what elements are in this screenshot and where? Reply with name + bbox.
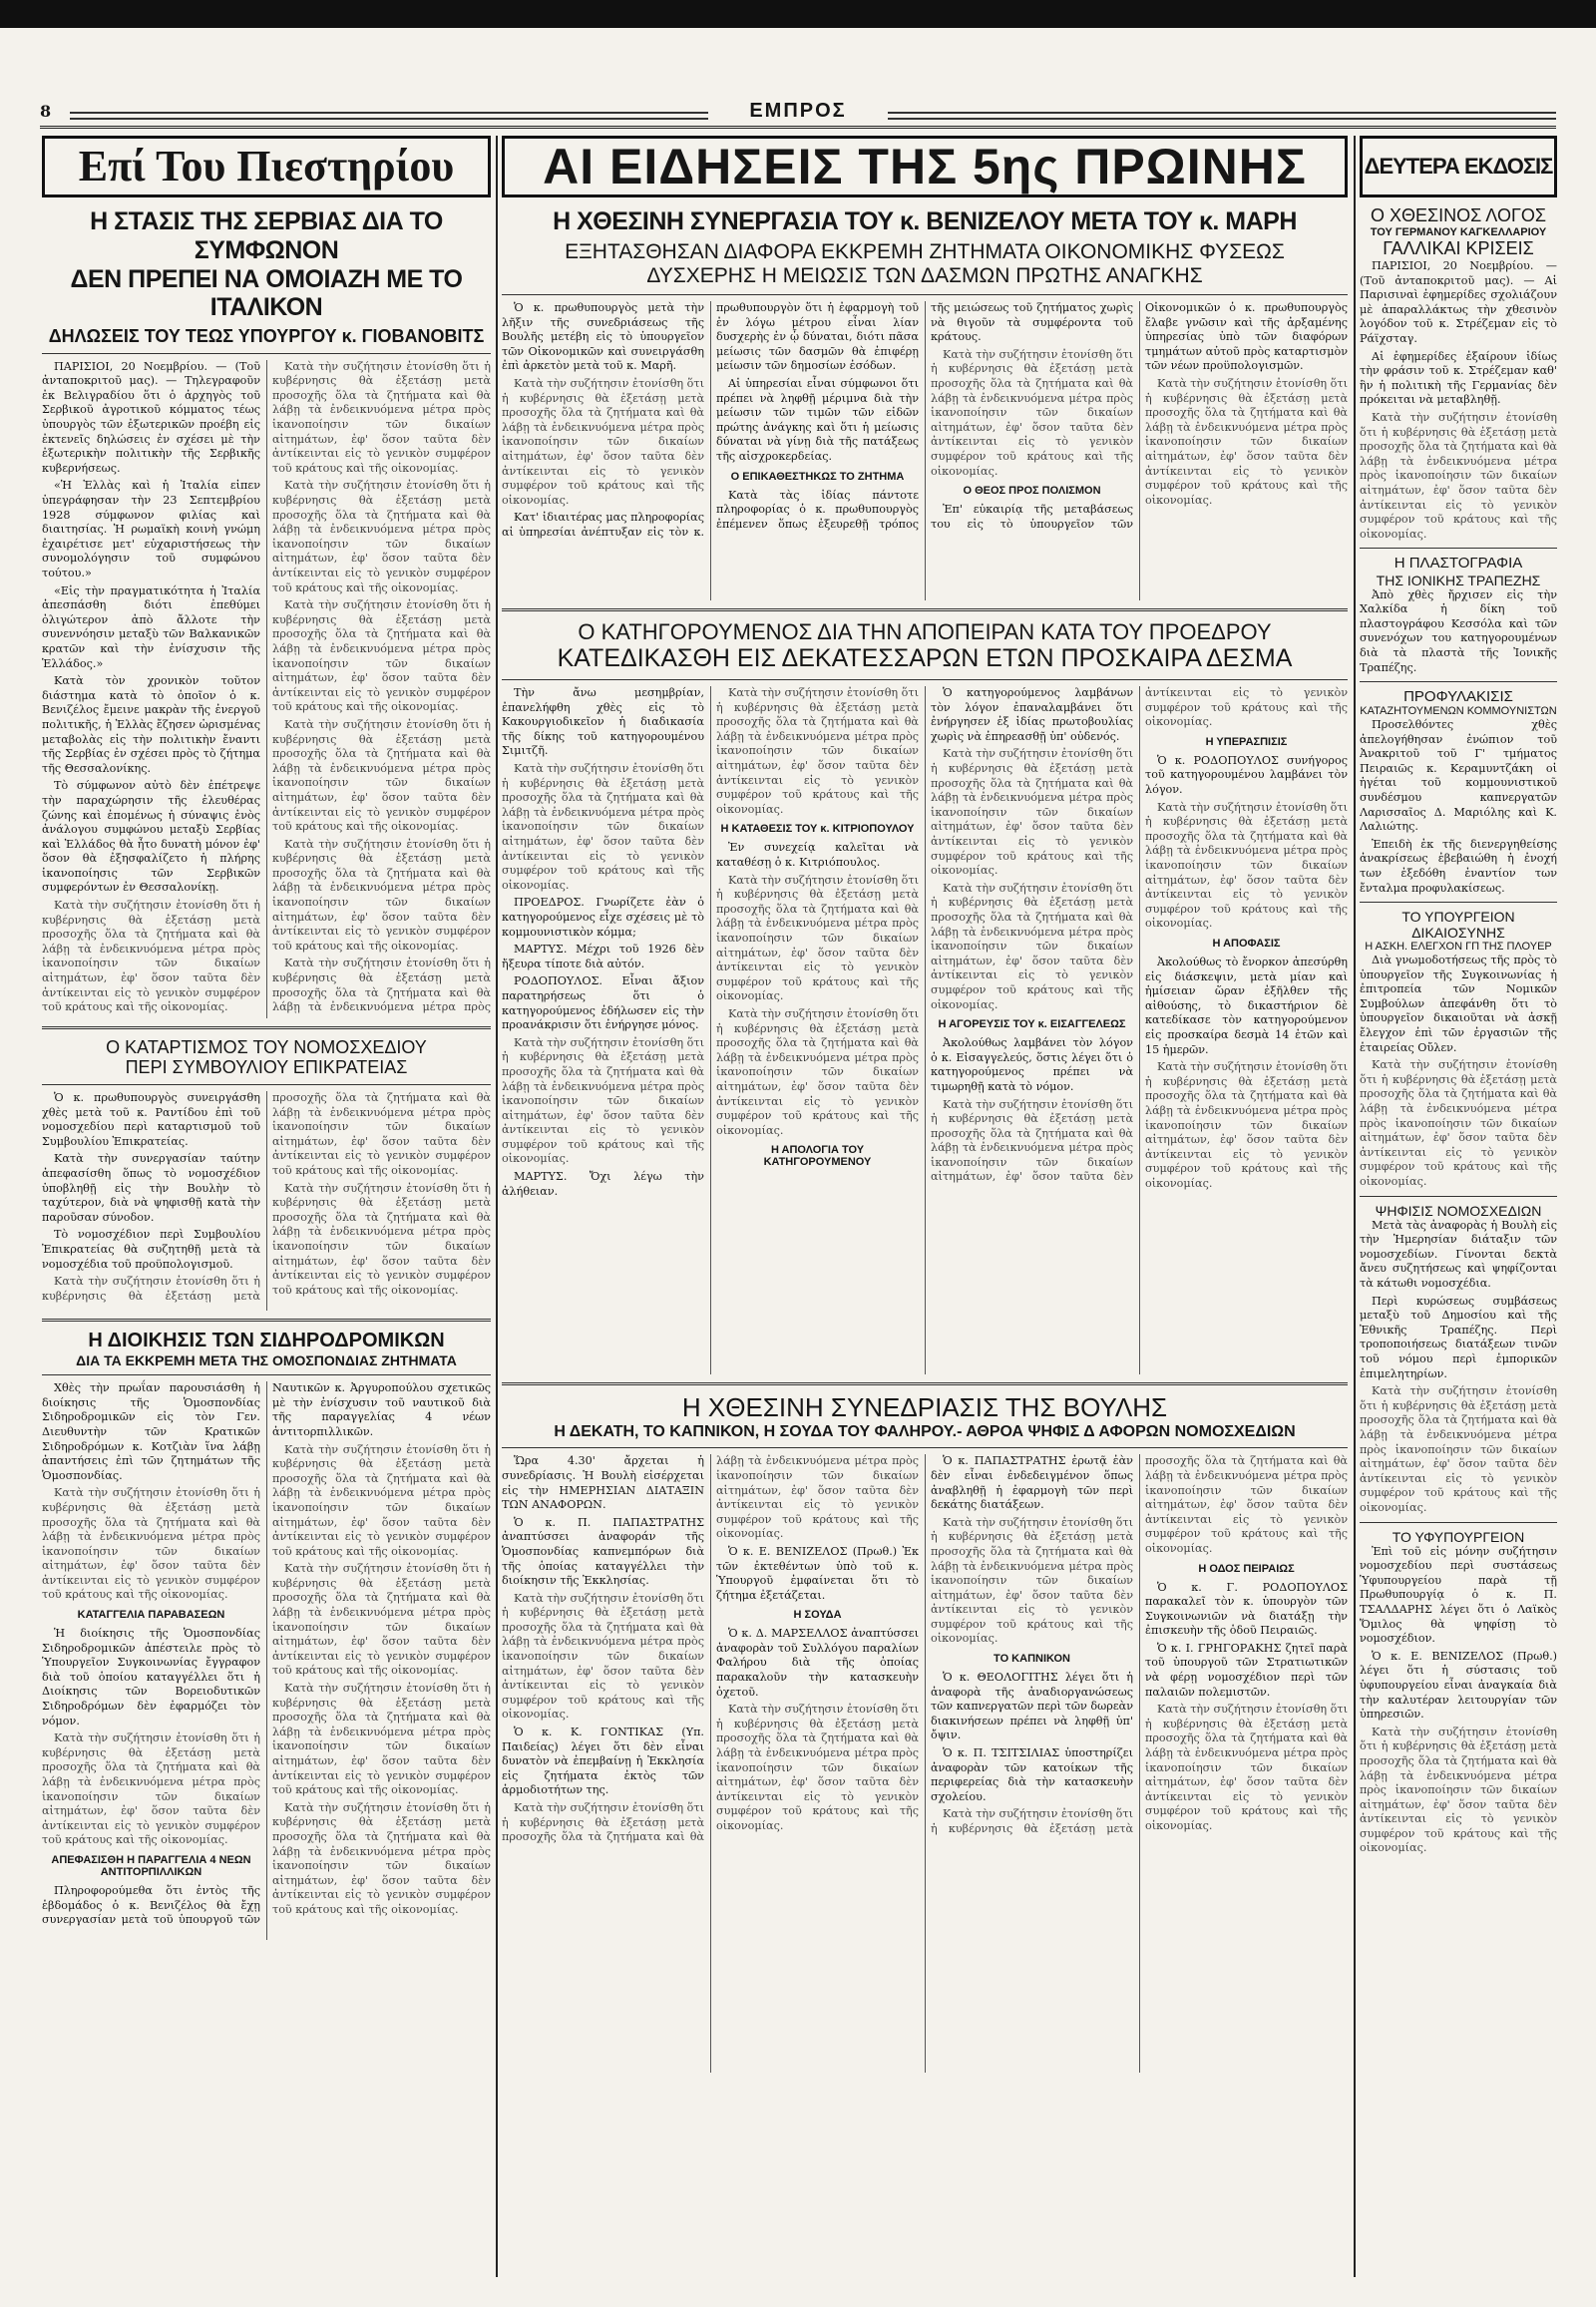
paragraph: Τὸ νομοσχέδιον περὶ Συμβουλίου Ἐπικρατείας θὰ συζητηθῇ μετὰ τὰ νομοσχέδια τοῦ προϋπολογισμοῦ. bbox=[42, 1228, 260, 1271]
section-heading: Η ΚΑΤΑΘΕΣΙΣ ΤΟΥ κ. ΚΙΤΡΙΟΠΟΥΛΟΥ bbox=[720, 823, 915, 836]
paragraph: Ὁ κ. πρωθυπουργὸς μετὰ τὴν λῆξιν τῆς συνεδριάσεως τῆς Βουλῆς μετέβη εἰς τὸ ὑπουργεῖον τῶν Οἰκονομικῶν καὶ συνειργάσθη ἐπὶ ἀρκετὸν μετὰ τοῦ κ. Μαρῆ. bbox=[502, 301, 704, 373]
headline-undersecretariat: ΤΟ ΥΦΥΠΟΥΡΓΕΙΟΝ bbox=[1392, 1528, 1525, 1545]
paragraph: Ὁ κ. Γ. ΡΟΔΟΠΟΥΛΟΣ παρακαλεῖ τὸν κ. ὑπουργὸν τῶν Συγκοινωνιῶν νὰ διατάξῃ τὴν ἐπισκευὴν τῆς ὁδοῦ Πειραιῶς. bbox=[1145, 1580, 1348, 1638]
section-heading: Η ΑΓΟΡΕΥΣΙΣ ΤΟΥ κ. ΕΙΣΑΓΓΕΛΕΩΣ bbox=[938, 1018, 1126, 1031]
paragraph: Πληροφορούμεθα ὅτι ἐντὸς τῆς ἑβδομάδος ὁ κ. Βενιζέλος θὰ ἔχῃ συνεργασίαν μετὰ τοῦ ὑπουργοῦ τῶν Ναυτικῶν κ. Ἀργυροπούλου σχετικῶς μὲ τὴν ἐνίσχυσιν τοῦ ναυτικοῦ διὰ τῆς παραγγελίας 4 νέων ἀντιτορπιλλικῶν. bbox=[42, 1381, 491, 1927]
article-venizelos-maris-body bbox=[502, 301, 1348, 600]
subheadline-chancellor: ΤΟΥ ΓΕΡΜΑΝΟΥ ΚΑΓΚΕΛΛΑΡΙΟΥ bbox=[1370, 225, 1547, 238]
paragraph: Κατὰ τὴν συζήτησιν ἐτονίσθη ὅτι ἡ κυβέρνησις θὰ ἐξετάσῃ μετὰ προσοχῆς ὅλα τὰ ζητήματα καὶ θὰ λάβῃ τὰ ἐνδεικνυόμενα μέτρα πρὸς ἱκανοποίησιν τῶν δικαίων αἰτημάτων, ἐφ' ὅσον ταῦτα δὲν ἀντίκεινται εἰς τὸ γενικὸν συμφέρον τοῦ κράτους καὶ τῆς οἰκονομίας. bbox=[931, 347, 1133, 478]
section-heading: ΚΑΤΑΓΓΕΛΙΑ ΠΑΡΑΒΑΣΕΩΝ bbox=[77, 1609, 225, 1622]
paragraph: Ἀπὸ χθὲς ἤρχισεν εἰς τὴν Χαλκίδα ἡ δίκη τοῦ πλαστογράφου Κεσσόλα καὶ τῶν συνενόχων του κατηγορουμένων διὰ τὰ πλαστὰ τῆς Ἰονικῆς Τραπέζης. bbox=[1360, 587, 1557, 674]
headline-state-council-2: ΠΕΡΙ ΣΥΜΒΟΥΛΙΟΥ ΕΠΙΚΡΑΤΕΙΑΣ bbox=[125, 1057, 408, 1078]
paragraph: Ἀκολούθως λαμβάνει τὸν λόγον ὁ κ. Εἰσαγγελεύς, ὅστις λέγει ὅτι ὁ κατηγορούμενος πρέπει νὰ τιμωρηθῇ κατὰ τὸ νόμον. bbox=[931, 1036, 1133, 1093]
page-number: 8 bbox=[40, 102, 52, 121]
paragraph: Κατὰ τὴν συζήτησιν ἐτονίσθη ὅτι ἡ κυβέρνησις θὰ ἐξετάσῃ μετὰ προσοχῆς ὅλα τὰ ζητήματα καὶ θὰ λάβῃ τὰ ἐνδεικνυόμενα μέτρα πρὸς ἱκανοποίησιν τῶν δικαίων αἰτημάτων, ἐφ' ὅσον ταῦτα δὲν ἀντίκεινται εἰς τὸ γενικὸν συμφέρον τοῦ κράτους καὶ τῆς οἰκονομίας. bbox=[1145, 1060, 1348, 1190]
headline-bills: ΨΗΦΙΣΙΣ ΝΟΜΟΣΧΕΔΙΩΝ bbox=[1375, 1202, 1542, 1219]
headline-venizelos-maris: Η ΧΘΕΣΙΝΗ ΣΥΝΕΡΓΑΣΙΑ ΤΟΥ κ. ΒΕΝΙΖΕΛΟΥ ΜΕΤΑ ΤΟΥ κ. ΜΑΡΗ bbox=[553, 207, 1297, 235]
section-heading: Η ΣΟΥΔΑ bbox=[793, 1609, 842, 1622]
headline-serbia-2: ΔΕΝ ΠΡΕΠΕΙ ΝΑ ΟΜΟΙΑΖΗ ΜΕ ΤΟ ΙΤΑΛΙΚΟΝ bbox=[70, 264, 463, 322]
masthead bbox=[40, 100, 1556, 129]
headline-state-council: Ο ΚΑΤΑΡΤΙΣΜΟΣ ΤΟΥ ΝΟΜΟΣΧΕΔΙΟΥ bbox=[106, 1036, 427, 1057]
paragraph: Κατὰ τὴν συζήτησιν ἐτονίσθη ὅτι ἡ κυβέρνησις θὰ ἐξετάσῃ μετὰ προσοχῆς ὅλα τὰ ζητήματα καὶ θὰ λάβῃ τὰ ἐνδεικνυόμενα μέτρα πρὸς ἱκανοποίησιν τῶν δικαίων αἰτημάτων, ἐφ' ὅσον ταῦτα δὲν ἀντίκεινται εἰς τὸ γενικὸν συμφέρον τοῦ κράτους καὶ τῆς οἰκονομίας. bbox=[1145, 377, 1348, 507]
paragraph: Ὥρα 4.30' ἄρχεται ἡ συνεδρίασις. Ἡ Βουλὴ εἰσέρχεται εἰς τὴν ΗΜΕΡΗΣΙΑΝ ΔΙΑΤΑΞΙΝ ΤΩΝ ΑΝΑΦΟΡΩΝ. bbox=[502, 1454, 704, 1512]
paragraph: Κατὰ τὴν συνεργασίαν ταύτην ἀπεφασίσθη ὅπως τὸ νομοσχέδιον ὑποβληθῇ εἰς τὴν Βουλὴν τὸ ταχύτερον, διὰ νὰ ψηφισθῇ κατὰ τὴν παροῦσαν σύνοδον. bbox=[42, 1152, 260, 1224]
subheadline-communists: ΚΑΤΑΖΗΤΟΥΜΕΝΩΝ ΚΟΜΜΟΥΝΙΣΤΩΝ bbox=[1360, 705, 1557, 718]
paragraph: Κατὰ τὴν συζήτησιν ἐτονίσθη ὅτι ἡ κυβέρνησις θὰ ἐξετάσῃ μετὰ προσοχῆς ὅλα τὰ ζητήματα καὶ θὰ λάβῃ τὰ ἐνδεικνυόμενα μέτρα πρὸς ἱκανοποίησιν τῶν δικαίων αἰτημάτων, ἐφ' ὅσον ταῦτα δὲν ἀντίκεινται εἰς τὸ γενικὸν συμφέρον τοῦ κράτους καὶ τῆς οἰκονομίας. bbox=[716, 686, 919, 816]
article-trial-body bbox=[502, 686, 1348, 1374]
subheadline-serbia: ΔΗΛΩΣΕΙΣ ΤΟΥ ΤΕΩΣ ΥΠΟΥΡΓΟΥ κ. ΓΙΟΒΑΝΟΒΙΤΣ bbox=[48, 326, 485, 346]
ornament-right bbox=[888, 112, 1556, 120]
paragraph: Κατὰ τὴν συζήτησιν ἐτονίσθη ὅτι ἡ κυβέρνησις θὰ ἐξετάσῃ μετὰ προσοχῆς ὅλα τὰ ζητήματα καὶ θὰ λάβῃ τὰ ἐνδεικνυόμενα μέτρα πρὸς ἱκανοποίησιν τῶν δικαίων αἰτημάτων, ἐφ' ὅσον ταῦτα δὲν ἀντίκεινται εἰς τὸ γενικὸν συμφέρον τοῦ κράτους καὶ τῆς οἰκονομίας. bbox=[1360, 1058, 1557, 1188]
paragraph: Κατὰ τὴν συζήτησιν ἐτονίσθη ὅτι ἡ κυβέρνησις θὰ ἐξετάσῃ μετὰ προσοχῆς ὅλα τὰ ζητήματα καὶ θὰ λάβῃ τὰ ἐνδεικνυόμενα μέτρα πρὸς ἱκανοποίησιν τῶν δικαίων αἰτημάτων, ἐφ' ὅσον ταῦτα δὲν ἀντίκεινται εἰς τὸ γενικὸν συμφέρον τοῦ κράτους καὶ τῆς οἰκονομίας. bbox=[272, 1442, 491, 1558]
paragraph: Ὁ κ. Π. ΠΑΠΑΣΤΡΑΤΗΣ ἀναπτύσσει ἀναφοράν τῆς Ὁμοσπονδίας καπνεμπόρων διὰ τῆς ὁποίας καταγγέλλει τὴν διοίκησιν τῆς Ἐκκλησίας. bbox=[502, 1515, 704, 1588]
paragraph: Ὁ κ. πρωθυπουργὸς συνειργάσθη χθὲς μετὰ τοῦ κ. Ραντίδου ἐπὶ τοῦ νομοσχεδίου περὶ καταρτισμοῦ τοῦ Συμβουλίου Ἐπικρατείας. bbox=[42, 1091, 260, 1148]
article-state-council-body bbox=[42, 1091, 491, 1311]
paragraph: Κατὰ τὴν συζήτησιν ἐτονίσθη ὅτι ἡ κυβέρνησις θὰ ἐξετάσῃ μετὰ προσοχῆς ὅλα τὰ ζητήματα καὶ θὰ λάβῃ τὰ ἐνδεικνυόμενα μέτρα πρὸς ἱκανοποίησιν τῶν δικαίων αἰτημάτων, ἐφ' ὅσον ταῦτα δὲν ἀντίκεινται εἰς τὸ γενικὸν συμφέρον τοῦ κράτους καὶ τῆς οἰκονομίας. bbox=[716, 873, 919, 1003]
paragraph: Μετὰ τὰς ἀναφορὰς ἡ Βουλὴ εἰς τὴν Ἡμερησίαν διάταξιν τῶν νομοσχεδίων. Γίνονται δεκτὰ ἄνευ συζητήσεως καὶ ψηφίζονται τὰ κάτωθι νομοσχέδια. bbox=[1360, 1218, 1557, 1291]
paragraph: Ὁ κ. Δ. ΜΑΡΣΕΛΛΟΣ ἀναπτύσσει ἀναφορὰν τοῦ Συλλόγου παραλίων Φαλήρου διὰ τῆς ὁποίας παρακαλοῦν τὴν κατασκευὴν ὀχετοῦ. bbox=[716, 1627, 919, 1699]
paragraph: ΠΑΡΙΣΙΟΙ, 20 Νοεμβρίου. — (Τοῦ ἀνταποκριτοῦ μας). — Τηλεγραφοῦν ἐκ Βελιγραδίου ὅτι ὁ ἀρχηγὸς τοῦ Σερβικοῦ ἀγροτικοῦ κόμματος τέως ὑπουργὸς τῶν ἐξωτερικῶν προέβη εἰς ἐκτενεῖς δηλώσεις ἐν σχέσει μὲ τὴν ἐξωτερικὴν πολιτικὴν τῆς Σερβικῆς κυβερνήσεως. bbox=[42, 359, 260, 475]
paragraph: Κατὰ τὴν συζήτησιν ἐτονίσθη ὅτι ἡ κυβέρνησις θὰ ἐξετάσῃ μετὰ προσοχῆς ὅλα τὰ ζητήματα καὶ θὰ λάβῃ τὰ ἐνδεικνυόμενα μέτρα πρὸς ἱκανοποίησιν τῶν δικαίων αἰτημάτων, ἐφ' ὅσον ταῦτα δὲν ἀντίκεινται εἰς τὸ γενικὸν συμφέρον τοῦ κράτους καὶ τῆς οἰκονομίας. bbox=[272, 837, 491, 953]
paragraph: Κατὰ τὴν συζήτησιν ἐτονίσθη ὅτι ἡ κυβέρνησις θὰ ἐξετάσῃ μετὰ προσοχῆς ὅλα τὰ ζητήματα καὶ θὰ λάβῃ τὰ ἐνδεικνυόμενα μέτρα πρὸς ἱκανοποίησιν τῶν δικαίων αἰτημάτων, ἐφ' ὅσον ταῦτα δὲν ἀντίκεινται εἰς τὸ γενικὸν συμφέρον τοῦ κράτους καὶ τῆς οἰκονομίας. bbox=[502, 1454, 919, 1844]
paragraph: Κατὰ τὴν συζήτησιν ἐτονίσθη ὅτι ἡ κυβέρνησις θὰ ἐξετάσῃ μετὰ προσοχῆς ὅλα τὰ ζητήματα καὶ θὰ λάβῃ τὰ ἐνδεικνυόμενα μέτρα πρὸς ἱκανοποίησιν τῶν δικαίων αἰτημάτων, ἐφ' ὅσον ταῦτα δὲν ἀντίκεινται εἰς τὸ γενικὸν συμφέρον τοῦ κράτους καὶ τῆς οἰκονομίας. bbox=[1360, 1384, 1557, 1514]
paragraph: Αἱ ἐφημερίδες ἐξαίρουν ἰδίως τὴν φράσιν τοῦ κ. Στρέζεμαν καθ' ἣν ἡ πολιτικὴ τῆς Γερμανίας δὲν πρόκειται νὰ μεταβληθῇ. bbox=[1360, 349, 1557, 407]
paragraph: Προσελθόντες χθὲς ἀπελογήθησαν ἐνώπιον τοῦ Ἀνακριτοῦ τοῦ Γ' τμήματος Πειραιῶς κ. Κεραμυντζάκη οἱ ἡγέται τοῦ κομμουνιστικοῦ συνδέσμου καπνεργατῶν Λαρισσαῖος Δ. Μαριόλης καὶ Κ. Λαλιώτης. bbox=[1360, 718, 1557, 834]
banner-epi-tou-piestiriou: Επί Του Πιεστηρίου bbox=[42, 136, 491, 197]
paragraph: Κατὰ τὴν συζήτησιν ἐτονίσθη ὅτι ἡ κυβέρνησις θὰ ἐξετάσῃ μετὰ προσοχῆς ὅλα τὰ ζητήματα καὶ θὰ λάβῃ τὰ ἐνδεικνυόμενα μέτρα πρὸς ἱκανοποίησιν τῶν δικαίων αἰτημάτων, ἐφ' ὅσον ταῦτα δὲν ἀντίκεινται εἰς τὸ γενικὸν συμφέρον τοῦ κράτους καὶ τῆς οἰκονομίας. bbox=[272, 1682, 491, 1797]
section-heading: Η ΑΠΟΛΟΓΙΑ ΤΟΥ ΚΑΤΗΓΟΡΟΥΜΕΝΟΥ bbox=[763, 1144, 872, 1169]
article-state-council bbox=[42, 1037, 491, 1311]
paragraph: Κατὰ τὰς ἰδίας πάντοτε πληροφορίας ὁ κ. πρωθυπουργὸς ἐπέμενεν ὅπως ἐξευρεθῇ τρόπος τῆς μειώσεως τοῦ ζητήματος χωρὶς νὰ θιγοῦν τὰ συμφέροντα τοῦ κράτους. bbox=[716, 301, 1133, 531]
paragraph: Ὁ κ. ΘΕΟΛΟΓΙΤΗΣ λέγει ὅτι ἡ ἀναφορὰ τῆς ἀναδιοργανώσεως τῶν καπνεργατῶν περὶ τῶν δωρεὰν διακινήσεων πρέπει νὰ ληφθῇ ὑπ' ὄψιν. bbox=[931, 1671, 1133, 1742]
subheadline-parliament: Η ΔΕΚΑΤΗ, ΤΟ ΚΑΠΝΙΚΟΝ, Η ΣΟΥΔΑ ΤΟΥ ΦΑΛΗΡΟΥ.- ΑΘΡΟΑ ΨΗΦΙΣ Δ ΑΦΟΡΩΝ ΝΟΜΟΣΧΕΔΙΩΝ bbox=[554, 1422, 1296, 1440]
paragraph: Κατ' ἰδιαιτέρας μας πληροφορίας αἱ ὑπηρεσίαι ἀνέπτυξαν εἰς τὸν κ. πρωθυπουργὸν ὅτι ἡ ἐφαρμογὴ τοῦ ἐν λόγω μέτρου εἶναι λίαν δυσχερὴς ἐν ᾧ δύναται, διότι πᾶσα μείωσις τῶν δασμῶν θὰ ἐπιφέρῃ μείωσιν τῶν δημοσίων ἐσόδων. bbox=[502, 301, 919, 539]
paragraph: Κατὰ τὴν συζήτησιν ἐτονίσθη ὅτι ἡ κυβέρνησις θὰ ἐξετάσῃ μετὰ προσοχῆς ὅλα τὰ ζητήματα καὶ θὰ λάβῃ τὰ ἐνδεικνυόμενα μέτρα πρὸς ἱκανοποίησιν τῶν δικαίων αἰτημάτων, ἐφ' ὅσον ταῦτα δὲν ἀντίκεινται εἰς τὸ γενικὸν συμφέρον τοῦ κράτους καὶ τῆς οἰκονομίας. bbox=[42, 1091, 491, 1303]
section-heading: Η ΥΠΕΡΑΣΠΙΣΙΣ bbox=[1205, 735, 1288, 748]
section-heading: ΤΟ ΚΑΠΝΙΚΟΝ bbox=[994, 1653, 1070, 1666]
article-serbia bbox=[42, 207, 491, 1018]
paragraph: Κατὰ τὴν συζήτησιν ἐτονίσθη ὅτι ἡ κυβέρνησις θὰ ἐξετάσῃ μετὰ προσοχῆς ὅλα τὰ ζητήματα καὶ θὰ λάβῃ τὰ ἐνδεικνυόμενα μέτρα πρὸς ἱκανοποίησιν τῶν δικαίων αἰτημάτων, ἐφ' ὅσον ταῦτα δὲν ἀντίκεινται εἰς τὸ γενικὸν συμφέρον τοῦ κράτους καὶ τῆς οἰκονομίας. bbox=[931, 747, 1133, 878]
paragraph: Ὁ κ. Ι. ΓΡΗΓΟΡΑΚΗΣ ζητεῖ παρὰ τοῦ ὑπουργοῦ τῶν Στρατιωτικῶν νὰ φέρῃ νομοσχέδιον περὶ τῶν παλαιῶν πολεμιστῶν. bbox=[1145, 1641, 1348, 1699]
left-column bbox=[42, 136, 491, 2280]
paragraph: Ὁ κ. ΠΑΠΑΣΤΡΑΤΗΣ ἐρωτᾷ ἐὰν δὲν εἶναι ἐνδεδειγμένον ὅπως ἀναβληθῇ ἡ ἐφαρμογὴ τῶν περὶ δεκάτης διατάξεων. bbox=[931, 1454, 1133, 1512]
article-serbia-body bbox=[42, 360, 491, 1018]
paragraph: Κατὰ τὴν συζήτησιν ἐτονίσθη ὅτι ἡ κυβέρνησις θὰ ἐξετάσῃ μετὰ προσοχῆς ὅλα τὰ ζητήματα καὶ θὰ λάβῃ τὰ ἐνδεικνυόμενα μέτρα πρὸς ἱκανοποίησιν τῶν δικαίων αἰτημάτων, ἐφ' ὅσον ταῦτα δὲν ἀντίκεινται εἰς τὸ γενικὸν συμφέρον τοῦ κράτους καὶ τῆς οἰκονομίας. bbox=[502, 762, 704, 892]
paragraph: Κατὰ τὴν συζήτησιν ἐτονίσθη ὅτι ἡ κυβέρνησις θὰ ἐξετάσῃ μετὰ προσοχῆς ὅλα τὰ ζητήματα καὶ θὰ λάβῃ τὰ ἐνδεικνυόμενα μέτρα πρὸς ἱκανοποίησιν τῶν δικαίων αἰτημάτων, ἐφ' ὅσον ταῦτα δὲν ἀντίκεινται εἰς τὸ γενικὸν συμφέρον τοῦ κράτους καὶ τῆς οἰκονομίας. bbox=[716, 1006, 919, 1137]
article-railways bbox=[42, 1330, 491, 1940]
paragraph: Κατὰ τὴν συζήτησιν ἐτονίσθη ὅτι ἡ κυβέρνησις θὰ ἐξετάσῃ μετὰ προσοχῆς ὅλα τὰ ζητήματα καὶ θὰ λάβῃ τὰ ἐνδεικνυόμενα μέτρα πρὸς ἱκανοποίησιν τῶν δικαίων αἰτημάτων, ἐφ' ὅσον ταῦτα δὲν ἀντίκεινται εἰς τὸ γενικὸν συμφέρον τοῦ κράτους καὶ τῆς οἰκονομίας. bbox=[716, 1703, 919, 1833]
subheadline-french: ΓΑΛΛΙΚΑΙ ΚΡΙΣΕΙΣ bbox=[1383, 238, 1534, 259]
headline-trial-2: ΚΑΤΕΔΙΚΑΣΘΗ ΕΙΣ ΔΕΚΑΤΕΣΣΑΡΩΝ ΕΤΩΝ ΠΡΟΣΚΑΙΡΑ ΔΕΣΜΑ bbox=[557, 644, 1293, 673]
paragraph: Κατὰ τὴν συζήτησιν ἐτονίσθη ὅτι ἡ κυβέρνησις θὰ ἐξετάσῃ μετὰ προσοχῆς ὅλα τὰ ζητήματα καὶ θὰ λάβῃ τὰ ἐνδεικνυόμενα μέτρα πρὸς ἱκανοποίησιν τῶν δικαίων αἰτημάτων, ἐφ' ὅσον ταῦτα δὲν ἀντίκεινται εἰς τὸ γενικὸν συμφέρον τοῦ κράτους καὶ τῆς οἰκονομίας. bbox=[931, 1515, 1133, 1646]
paragraph: Κατὰ τὴν συζήτησιν ἐτονίσθη ὅτι ἡ κυβέρνησις θὰ ἐξετάσῃ μετὰ προσοχῆς ὅλα τὰ ζητήματα καὶ θὰ λάβῃ τὰ ἐνδεικνυόμενα μέτρα πρὸς ἱκανοποίησιν τῶν δικαίων αἰτημάτων, ἐφ' ὅσον ταῦτα δὲν ἀντίκεινται εἰς τὸ γενικὸν συμφέρον τοῦ κράτους καὶ τῆς οἰκονομίας. bbox=[931, 1454, 1348, 1836]
right-column bbox=[1360, 136, 1557, 2280]
paragraph: «Ἡ Ἑλλὰς καὶ ἡ Ἰταλία εἰπεν ὑπεγράφησαν τὴν 23 Σεπτεμβρίου 1928 σύμφωνον φιλίας καὶ διαιτησίας. Ἡ ρωμαϊκὴ κοινὴ γνώμη ἐχαιρέτισε μετ' εὐχαριστήσεως τὴν συνομολόγησιν τοῦ συμφώνου τούτου.» bbox=[42, 479, 260, 579]
headline-justice-ministry: ΤΟ ΥΠΟΥΡΓΕΙΟΝ ΔΙΚΑΙΟΣΥΝΗΣ bbox=[1401, 909, 1515, 942]
paragraph: Περὶ κυρώσεως συμβάσεως μεταξὺ τοῦ Δημοσίου καὶ τῆς Ἐθνικῆς Τραπέζης. Περὶ τροποποιήσεως διατάξεων τινῶν τοῦ νόμου περὶ ἐμπορικῶν ἐπιμελητηρίων. bbox=[1360, 1294, 1557, 1380]
paragraph: Κατὰ τὸν χρονικὸν τοῦτον διάστημα κατὰ τὸ ὁποῖον ὁ κ. Βενιζέλος ἔμεινε μακρὰν τῆς ἐνεργοῦ πολιτικῆς, ἡ Ἑλλὰς ἔζησεν ὡρισμένας μεταβολὰς εἰς τὴν πολιτικὴν ἔναντι τῆς Σερβίας ἐν σχέσει πρὸς τὸ ζήτημα τῆς Θεσσαλονίκης. bbox=[42, 674, 260, 775]
subheadline-ulen: Η ΑΣΚΗ. ΕΛΕΓΧΟΝ ΓΠ ΤΗΣ ΠΛΟΥΕΡ bbox=[1365, 941, 1552, 954]
column-divider-left bbox=[496, 136, 498, 2277]
paragraph: Κατὰ τὴν συζήτησιν ἐτονίσθη ὅτι ἡ κυβέρνησις θὰ ἐξετάσῃ μετὰ προσοχῆς ὅλα τὰ ζητήματα καὶ θὰ λάβῃ τὰ ἐνδεικνυόμενα μέτρα πρὸς ἱκανοποίησιν τῶν δικαίων αἰτημάτων, ἐφ' ὅσον ταῦτα δὲν ἀντίκεινται εἰς τὸ γενικὸν συμφέρον τοῦ κράτους καὶ τῆς οἰκονομίας. bbox=[42, 1731, 260, 1847]
paragraph: Κατὰ τὴν συζήτησιν ἐτονίσθη ὅτι ἡ κυβέρνησις θὰ ἐξετάσῃ μετὰ προσοχῆς ὅλα τὰ ζητήματα καὶ θὰ λάβῃ τὰ ἐνδεικνυόμενα μέτρα πρὸς ἱκανοποίησιν τῶν δικαίων αἰτημάτων, ἐφ' ὅσον ταῦτα δὲν ἀντίκεινται εἰς τὸ γενικὸν συμφέρον τοῦ κράτους καὶ τῆς οἰκονομίας. bbox=[42, 899, 260, 1014]
headline-arrests: ΠΡΟΦΥΛΑΚΙΣΙΣ bbox=[1403, 688, 1513, 706]
column-divider-right bbox=[1354, 136, 1356, 2277]
paragraph: Ὁ κ. Ε. ΒΕΝΙΖΕΛΟΣ (Πρωθ.) λέγει ὅτι ἡ σύστασις τοῦ ὑφυπουργείου εἶναι ἀναγκαία διὰ τὴν καλυτέραν λειτουργίαν τῶν ὑπηρεσιῶν. bbox=[1360, 1649, 1557, 1722]
paragraph: Κατὰ τὴν συζήτησιν ἐτονίσθη ὅτι ἡ κυβέρνησις θὰ ἐξετάσῃ μετὰ προσοχῆς ὅλα τὰ ζητήματα καὶ θὰ λάβῃ τὰ ἐνδεικνυόμενα μέτρα πρὸς ἱκανοποίησιν τῶν δικαίων αἰτημάτων, ἐφ' ὅσον ταῦτα δὲν ἀντίκεινται εἰς τὸ γενικὸν συμφέρον τοῦ κράτους καὶ τῆς οἰκονομίας. bbox=[272, 1562, 491, 1678]
article-justice-ministry bbox=[1360, 909, 1557, 1189]
paragraph: Κατὰ τὴν συζήτησιν ἐτονίσθη ὅτι ἡ κυβέρνησις θὰ ἐξετάσῃ μετὰ προσοχῆς ὅλα τὰ ζητήματα καὶ θὰ λάβῃ τὰ ἐνδεικνυόμενα μέτρα πρὸς ἱκανοποίησιν τῶν δικαίων αἰτημάτων, ἐφ' ὅσον ταῦτα δὲν ἀντίκεινται εἰς τὸ γενικὸν συμφέρον τοῦ κράτους καὶ τῆς οἰκονομίας. bbox=[502, 1591, 704, 1722]
paragraph: Κατὰ τὴν συζήτησιν ἐτονίσθη ὅτι ἡ κυβέρνησις θὰ ἐξετάσῃ μετὰ προσοχῆς ὅλα τὰ ζητήματα καὶ θὰ λάβῃ τὰ ἐνδεικνυόμενα μέτρα πρὸς ἱκανοποίησιν τῶν δικαίων αἰτημάτων, ἐφ' ὅσον ταῦτα δὲν ἀντίκεινται εἰς τὸ γενικὸν συμφέρον τοῦ κράτους καὶ τῆς οἰκονομίας. bbox=[272, 1800, 491, 1916]
paragraph: ΠΑΡΙΣΙΟΙ, 20 Νοεμβρίου. — (Τοῦ ἀνταποκριτοῦ μας). — Αἱ Παρισιναὶ ἐφημερίδες σχολιάζουν μὲ ἀπαραλλάκτως τὴν χθεσινὸν λογόδον τοῦ κ. Στρέζεμαν εἰς τὸ Ράϊχσταγ. bbox=[1360, 259, 1557, 345]
headline-speech: Ο ΧΘΕΣΙΝΟΣ ΛΟΓΟΣ bbox=[1371, 205, 1546, 225]
paragraph: «Εἰς τὴν πραγματικότητα ἡ Ἰταλία ἀπεσπάσθη διότι ἐπεθύμει ὀλιγώτερον ἀπὸ ἄλλοτε τὴν συνεννόησιν μεταξὺ τῶν Βαλκανικῶν κρατῶν καὶ τὴν ἐνίσχυσιν τῆς Ἑλλάδος.» bbox=[42, 583, 260, 670]
subheadline-railways: ΔΙΑ ΤΑ ΕΚΚΡΕΜΗ ΜΕΤΑ ΤΗΣ ΟΜΟΣΠΟΝΔΙΑΣ ΖΗΤΗΜΑΤΑ bbox=[76, 1352, 457, 1369]
paper-name: ΕΜΠΡΟΣ bbox=[749, 100, 847, 122]
section-heading: Η ΟΔΟΣ ΠΕΙΡΑΙΩΣ bbox=[1198, 1562, 1295, 1575]
headline-trial: Ο ΚΑΤΗΓΟΡΟΥΜΕΝΟΣ ΔΙΑ ΤΗΝ ΑΠΟΠΕΙΡΑΝ ΚΑΤΑ ΤΟΥ ΠΡΟΕΔΡΟΥ bbox=[578, 619, 1272, 645]
paragraph: Ἐπειδὴ ἐκ τῆς διενεργηθείσης ἀνακρίσεως ἐβεβαιώθη ἡ ἐνοχή των ἐξεδόθη ἐναντίον των ἔνταλμα προφυλακίσεως. bbox=[1360, 837, 1557, 895]
headline-parliament: Η ΧΘΕΣΙΝΗ ΣΥΝΕΔΡΙΑΣΙΣ ΤΗΣ ΒΟΥΛΗΣ bbox=[681, 1392, 1168, 1423]
section-heading: ΑΠΕΦΑΣΙΣΘΗ Η ΠΑΡΑΓΓΕΛΙΑ 4 ΝΕΩΝ ΑΝΤΙΤΟΡΠΙΛΛΙΚΩΝ bbox=[51, 1853, 251, 1878]
article-parliament-body bbox=[502, 1454, 1348, 2073]
paragraph: Κατὰ τὴν συζήτησιν ἐτονίσθη ὅτι ἡ κυβέρνησις θὰ ἐξετάσῃ μετὰ προσοχῆς ὅλα τὰ ζητήματα καὶ θὰ λάβῃ τὰ ἐνδεικνυόμενα μέτρα πρὸς ἱκανοποίησιν τῶν δικαίων αἰτημάτων, ἐφ' ὅσον ταῦτα δὲν ἀντίκεινται εἰς τὸ γενικὸν συμφέρον τοῦ κράτους καὶ τῆς οἰκονομίας. bbox=[1145, 1703, 1348, 1833]
paragraph: Κατὰ τὴν συζήτησιν ἐτονίσθη ὅτι ἡ κυβέρνησις θὰ ἐξετάσῃ μετὰ προσοχῆς ὅλα τὰ ζητήματα καὶ θὰ λάβῃ τὰ ἐνδεικνυόμενα μέτρα πρὸς ἱκανοποίησιν τῶν δικαίων αἰτημάτων, ἐφ' ὅσον ταῦτα δὲν ἀντίκεινται εἰς τὸ γενικὸν συμφέρον τοῦ κράτους καὶ τῆς οἰκονομίας. bbox=[1360, 1725, 1557, 1855]
article-forgery bbox=[1360, 555, 1557, 675]
article-parliament bbox=[502, 1393, 1348, 2073]
paragraph: Διὰ γνωμοδοτήσεως τῆς πρὸς τὸ ὑπουργεῖον τῆς Συγκοινωνίας ἡ ἐπιτροπεία τῶν Νομικῶν Συμβούλων ἀπεφάνθη ὅτι τὸ ὑπουργεῖον δικαιοῦται νὰ ἀσκῇ ἔλεγχον ἐπὶ τῶν ἐργασιῶν τῆς ἑταιρείας Οὔλεν. bbox=[1360, 954, 1557, 1054]
paragraph: ΜΑΡΤΥΣ. Ὄχι λέγω τὴν ἀλήθειαν. bbox=[502, 1170, 704, 1198]
paragraph: Κατὰ τὴν συζήτησιν ἐτονίσθη ὅτι ἡ κυβέρνησις θὰ ἐξετάσῃ μετὰ προσοχῆς ὅλα τὰ ζητήματα καὶ θὰ λάβῃ τὰ ἐνδεικνυόμενα μέτρα πρὸς ἱκανοποίησιν τῶν δικαίων αἰτημάτων, ἐφ' ὅσον ταῦτα δὲν ἀντίκεινται εἰς τὸ γενικὸν συμφέρον τοῦ κράτους καὶ τῆς οἰκονομίας. bbox=[502, 377, 704, 507]
paragraph: Ὁ κ. Κ. ΓΟΝΤΙΚΑΣ (Υπ. Παιδείας) λέγει ὅτι δὲν εἶναι δυνατὸν νὰ ἐπεμβαίνῃ ἡ Ἐκκλησία εἰς ζητήματα ἐκτὸς τῶν ἁρμοδιοτήτων της. bbox=[502, 1726, 704, 1797]
article-arrests bbox=[1360, 688, 1557, 896]
top-black-bar bbox=[0, 0, 1596, 28]
subheadline-ionian-bank: ΤΗΣ ΙΟΝΙΚΗΣ ΤΡΑΠΕΖΗΣ bbox=[1376, 572, 1541, 588]
paragraph: Κατὰ τὴν συζήτησιν ἐτονίσθη ὅτι ἡ κυβέρνησις θὰ ἐξετάσῃ μετὰ προσοχῆς ὅλα τὰ ζητήματα καὶ θὰ λάβῃ τὰ ἐνδεικνυόμενα μέτρα πρὸς ἱκανοποίησιν τῶν δικαίων αἰτημάτων, ἐφ' ὅσον ταῦτα δὲν ἀντίκεινται εἰς τὸ γενικὸν συμφέρον τοῦ κράτους καὶ τῆς οἰκονομίας. bbox=[1145, 800, 1348, 931]
paragraph: ΡΟΔΟΠΟΥΛΟΣ. Εἶναι ἄξιον παρατηρήσεως ὅτι ὁ κατηγορούμενος ἐδήλωσεν εἰς τὴν προανάκρισιν ὅτι ἐνήργησε μόνος. bbox=[502, 974, 704, 1032]
paragraph: Αἱ ὑπηρεσίαι εἶναι σύμφωνοι ὅτι πρέπει νὰ ληφθῇ μέριμνα διὰ τὴν μείωσιν τῶν τιμῶν τῶν εἰδῶν πρώτης ἀνάγκης καὶ ὅτι ἡ μείωσις δύναται νὰ γίνῃ διὰ τῆς πατάξεως τῆς αἰσχροκερδείας. bbox=[716, 377, 919, 463]
article-bills bbox=[1360, 1203, 1557, 1516]
paragraph: ΠΡΟΕΔΡΟΣ. Γνωρίζετε ἐὰν ὁ κατηγορούμενος εἶχε σχέσεις μὲ τὸ κομμουνιστικὸν κόμμα; bbox=[502, 896, 704, 939]
banner-second-edition: ΔΕΥΤΕΡΑ ΕΚΔΟΣΙΣ bbox=[1360, 136, 1557, 197]
paragraph: Κατὰ τὴν συζήτησιν ἐτονίσθη ὅτι ἡ κυβέρνησις θὰ ἐξετάσῃ μετὰ προσοχῆς ὅλα τὰ ζητήματα καὶ θὰ λάβῃ τὰ ἐνδεικνυόμενα μέτρα πρὸς ἱκανοποίησιν τῶν δικαίων αἰτημάτων, ἐφ' ὅσον ταῦτα δὲν ἀντίκεινται εἰς τὸ γενικὸν συμφέρον τοῦ κράτους καὶ τῆς οἰκονομίας. bbox=[42, 1486, 260, 1602]
section-heading: Ο ΘΕΟΣ ΠΡΟΣ ΠΟΛΙΣΜΟΝ bbox=[963, 485, 1101, 498]
section-heading: Η ΑΠΟΦΑΣΙΣ bbox=[1212, 937, 1281, 950]
paragraph: Κατὰ τὴν συζήτησιν ἐτονίσθη ὅτι ἡ κυβέρνησις θὰ ἐξετάσῃ μετὰ προσοχῆς ὅλα τὰ ζητήματα καὶ θὰ λάβῃ τὰ ἐνδεικνυόμενα μέτρα πρὸς ἱκανοποίησιν τῶν δικαίων αἰτημάτων, ἐφ' ὅσον ταῦτα δὲν ἀντίκεινται εἰς τὸ γενικὸν συμφέρον τοῦ κράτους καὶ τῆς οἰκονομίας. bbox=[272, 479, 491, 594]
subheadline-tariffs: ΔΥΣΧΕΡΗΣ Η ΜΕΙΩΣΙΣ ΤΩΝ ΔΑΣΜΩΝ ΠΡΩΤΗΣ ΑΝΑΓΚΗΣ bbox=[646, 263, 1203, 287]
paragraph: Ἐπὶ τοῦ εἰς μόνην συζήτησιν νομοσχεδίου περὶ συστάσεως Ὑφυπουργείου παρὰ τῇ Πρωθυπουργίᾳ ὁ κ. Π. ΤΣΑΛΔΑΡΗΣ λέγει ὅτι ὁ Λαϊκὸς Ὅμιλος θὰ ψηφίσῃ τὸ νομοσχέδιον. bbox=[1360, 1544, 1557, 1646]
paragraph: Ἐν συνεχείᾳ καλεῖται νὰ καταθέσῃ ὁ κ. Κιτριόπουλος. bbox=[716, 841, 919, 870]
article-venizelos-maris bbox=[502, 207, 1348, 600]
paragraph: Κατὰ τὴν συζήτησιν ἐτονίσθη ὅτι ἡ κυβέρνησις θὰ ἐξετάσῃ μετὰ προσοχῆς ὅλα τὰ ζητήματα καὶ θὰ λάβῃ τὰ ἐνδεικνυόμενα μέτρα πρὸς ἱκανοποίησιν τῶν δικαίων αἰτημάτων, ἐφ' ὅσον ταῦτα δὲν ἀντίκεινται εἰς τὸ γενικὸν συμφέρον τοῦ κράτους καὶ τῆς οἰκονομίας. bbox=[1360, 410, 1557, 541]
paragraph: Ἐπ' εὐκαιρίᾳ τῆς μεταβάσεως του εἰς τὸ ὑπουργεῖον τῶν Οἰκονομικῶν ὁ κ. πρωθυπουργὸς ἔλαβε γνῶσιν καὶ τῆς ἀρξαμένης ὑπηρεσίας ὑπὸ τῶν διαφόρων τμημάτων αὐτοῦ πρὸς καταρτισμὸν τῶν νέων προϋπολογισμῶν. bbox=[931, 301, 1348, 531]
paragraph: Κατὰ τὴν συζήτησιν ἐτονίσθη ὅτι ἡ κυβέρνησις θὰ ἐξετάσῃ μετὰ προσοχῆς ὅλα τὰ ζητήματα καὶ θὰ λάβῃ τὰ ἐνδεικνυόμενα μέτρα πρὸς ἱκανοποίησιν τῶν δικαίων αἰτημάτων, ἐφ' ὅσον ταῦτα δὲν ἀντίκεινται εἰς τὸ γενικὸν συμφέρον τοῦ κράτους καὶ τῆς οἰκονομίας. bbox=[502, 1035, 704, 1166]
paragraph: Ἀκολούθως τὸ ἔνορκον ἀπεσύρθη εἰς διάσκεψιν, μετὰ μίαν καὶ ἡμίσειαν ὥραν ἐξῆλθεν τῆς αἰθούσης, τὸ δικαστήριον δὲ κατεδίκασε τὸν κατηγορούμενον εἰς προσκαίρα δεσμὰ 14 ἐτῶν καὶ 15 ἡμερῶν. bbox=[1145, 955, 1348, 1056]
paragraph: Ὁ κατηγορούμενος λαμβάνων τὸν λόγον ἐπαναλαμβάνει ὅτι ἐνήργησεν ἐξ ἰδίας πρωτοβουλίας χωρὶς νὰ ἐπηρεασθῇ ὑπ' οὐδενός. bbox=[931, 686, 1133, 743]
paragraph: Κατὰ τὴν συζήτησιν ἐτονίσθη ὅτι ἡ κυβέρνησις θὰ ἐξετάσῃ μετὰ προσοχῆς ὅλα τὰ ζητήματα καὶ θὰ λάβῃ τὰ ἐνδεικνυόμενα μέτρα πρὸς ἱκανοποίησιν τῶν δικαίων αἰτημάτων, ἐφ' ὅσον ταῦτα δὲν ἀντίκεινται εἰς τὸ γενικὸν συμφέρον τοῦ κράτους καὶ τῆς οἰκονομίας. bbox=[931, 881, 1133, 1011]
paragraph: Χθὲς τὴν πρωΐαν παρουσιάσθη ἡ διοίκησις τῆς Ὁμοσπονδίας Σιδηροδρομικῶν εἰς τὸν Γεν. Διευθυντὴν τῶν Κρατικῶν Σιδηροδρόμων κ. Κοτζιὰν ἵνα λάβῃ ἀπαντήσεις ἐπὶ τῶν ζητημάτων τῆς Ὁμοσπονδίας. bbox=[42, 1381, 260, 1482]
paragraph: Κατὰ τὴν συζήτησιν ἐτονίσθη ὅτι ἡ κυβέρνησις θὰ ἐξετάσῃ μετὰ προσοχῆς ὅλα τὰ ζητήματα καὶ θὰ λάβῃ τὰ ἐνδεικνυόμενα μέτρα πρὸς ἱκανοποίησιν τῶν δικαίων αἰτημάτων, ἐφ' ὅσον ταῦτα δὲν ἀντίκεινται εἰς τὸ γενικὸν συμφέρον τοῦ κράτους καὶ τῆς οἰκονομίας. bbox=[272, 717, 491, 834]
paragraph: Κατὰ τὴν συζήτησιν ἐτονίσθη ὅτι ἡ κυβέρνησις θὰ ἐξετάσῃ μετὰ προσοχῆς ὅλα τὰ ζητήματα καὶ θὰ λάβῃ τὰ ἐνδεικνυόμενα μέτρα πρὸς ἱκανοποίησιν τῶν δικαίων αἰτημάτων, ἐφ' ὅσον ταῦτα δὲν ἀντίκεινται εἰς τὸ γενικὸν συμφέρον τοῦ κράτους καὶ τῆς οἰκονομίας. bbox=[272, 359, 491, 475]
subheadline-economic: ΕΞΗΤΑΣΘΗΣΑΝ ΔΙΑΦΟΡΑ ΕΚΚΡΕΜΗ ΖΗΤΗΜΑΤΑ ΟΙΚΟΝΟΜΙΚΗΣ ΦΥΣΕΩΣ bbox=[565, 239, 1285, 263]
article-trial bbox=[502, 619, 1348, 1374]
paragraph: Κατὰ τὴν συζήτησιν ἐτονίσθη ὅτι ἡ κυβέρνησις θὰ ἐξετάσῃ μετὰ προσοχῆς ὅλα τὰ ζητήματα καὶ θὰ λάβῃ τὰ ἐνδεικνυόμενα μέτρα πρὸς ἱκανοποίησιν τῶν δικαίων αἰτημάτων, ἐφ' ὅσον ταῦτα δὲν ἀντίκεινται εἰς τὸ γενικὸν συμφέρον τοῦ κράτους καὶ τῆς οἰκονομίας. bbox=[931, 686, 1348, 1184]
paragraph: Ἡ διοίκησις τῆς Ὁμοσπονδίας Σιδηροδρομικῶν ἀπέστειλε πρὸς τὸ Ὑπουργεῖον Συγκοινωνίας ἔγγραφον διὰ τοῦ ὁποίου καταγγέλλει ὅτι ἡ Διοίκησις τῶν Βορειοδυτικῶν Σιδηροδρόμων δὲν ἐφαρμόζει τὸν νόμον. bbox=[42, 1627, 260, 1728]
headline-serbia: Η ΣΤΑΣΙΣ ΤΗΣ ΣΕΡΒΙΑΣ ΔΙΑ ΤΟ ΣΥΜΦΩΝΟΝ bbox=[90, 207, 443, 264]
article-undersecretariat bbox=[1360, 1529, 1557, 1857]
paragraph: Κατὰ τὴν συζήτησιν ἐτονίσθη ὅτι ἡ κυβέρνησις θὰ ἐξετάσῃ μετὰ προσοχῆς ὅλα τὰ ζητήματα καὶ θὰ λάβῃ τὰ ἐνδεικνυόμενα μέτρα πρὸς ἱκανοποίησιν τῶν δικαίων αἰτημάτων, ἐφ' ὅσον ταῦτα δὲν ἀντίκεινται εἰς τὸ γενικὸν συμφέρον τοῦ κράτους καὶ τῆς οἰκονομίας. bbox=[272, 598, 491, 714]
paragraph: Κατὰ τὴν συζήτησιν ἐτονίσθη ὅτι ἡ κυβέρνησις θὰ ἐξετάσῃ μετὰ προσοχῆς ὅλα τὰ ζητήματα καὶ θὰ λάβῃ τὰ ἐνδεικνυόμενα μέτρα πρὸς ἱκανοποίησιν τῶν δικαίων αἰτημάτων, ἐφ' ὅσον ταῦτα δὲν ἀντίκεινται εἰς τὸ γενικὸν συμφέρον τοῦ κράτους καὶ τῆς οἰκονομίας. bbox=[272, 1181, 491, 1297]
center-column bbox=[502, 136, 1348, 2280]
paragraph: Ὁ κ. Π. ΤΣΙΤΣΙΛΙΑΣ ὑποστηρίζει ἀναφορὰν τῶν κατοίκων τῆς περιφερείας διὰ τὴν κατασκευὴν σχολείου. bbox=[931, 1746, 1133, 1803]
paragraph: Ὁ κ. ΡΟΔΟΠΟΥΛΟΣ συνήγορος τοῦ κατηγορουμένου λαμβάνει τὸν λόγον. bbox=[1145, 753, 1348, 797]
paragraph: Τὴν ἄνω μεσημβρίαν, ἐπανελήφθη χθὲς εἰς τὸ Κακουργιοδικεῖον ἡ διαδικασία τῆς δίκης τοῦ κατηγορουμένου Σιμιτζῆ. bbox=[502, 686, 704, 758]
paragraph: Τὸ σύμφωνον αὐτὸ δὲν ἐπέτρεψε τὴν παραχώρησιν τῆς ἐλευθέρας ζώνης καὶ ἐπομένως ἡ σύναψις ἑνὸς ἀνάλογου συμφώνου μεταξὺ Σερβίας καὶ Ἑλλάδος θὰ ἦτο δυνατὴ μόνον ἐφ' ὅσον θὰ ἐξησφαλίζετο ἡ πλήρης ἱκανοποίησις τῶν Σερβικῶν συμφερόντων ἐν Θεσσαλονίκῃ. bbox=[42, 779, 260, 895]
paragraph: Ὁ κ. Ε. ΒΕΝΙΖΕΛΟΣ (Πρωθ.) Ἐκ τῶν ἐκτεθέντων ὑπὸ τοῦ κ. Ὑπουργοῦ ἐμφαίνεται ὅτι τὸ ζήτημα ἐξετάζεται. bbox=[716, 1544, 919, 1602]
article-german-speech bbox=[1360, 205, 1557, 542]
paragraph: Κατὰ τὴν συζήτησιν ἐτονίσθη ὅτι ἡ κυβέρνησις θὰ ἐξετάσῃ μετὰ προσοχῆς ὅλα τὰ ζητήματα καὶ θὰ λάβῃ τὰ ἐνδεικνυόμενα μέτρα πρὸς bbox=[272, 957, 491, 1014]
headline-railways: Η ΔΙΟΙΚΗΣΙΣ ΤΩΝ ΣΙΔΗΡΟΔΡΟΜΙΚΩΝ bbox=[88, 1330, 445, 1352]
paragraph: ΜΑΡΤΥΣ. Μέχρι τοῦ 1926 δὲν ἤξευρα τίποτε διὰ αὐτόν. bbox=[502, 943, 704, 970]
article-railways-body bbox=[42, 1381, 491, 1940]
headline-forgery: Η ΠΛΑΣΤΟΓΡΑΦΙΑ bbox=[1394, 555, 1523, 573]
banner-morning-news: ΑΙ ΕΙΔΗΣΕΙΣ ΤΗΣ 5ης ΠΡΩΙΝΗΣ bbox=[502, 136, 1348, 197]
section-heading: Ο ΕΠΙΚΑΘΕΣΤΗΚΩΣ ΤΟ ΖΗΤΗΜΑ bbox=[730, 470, 905, 483]
